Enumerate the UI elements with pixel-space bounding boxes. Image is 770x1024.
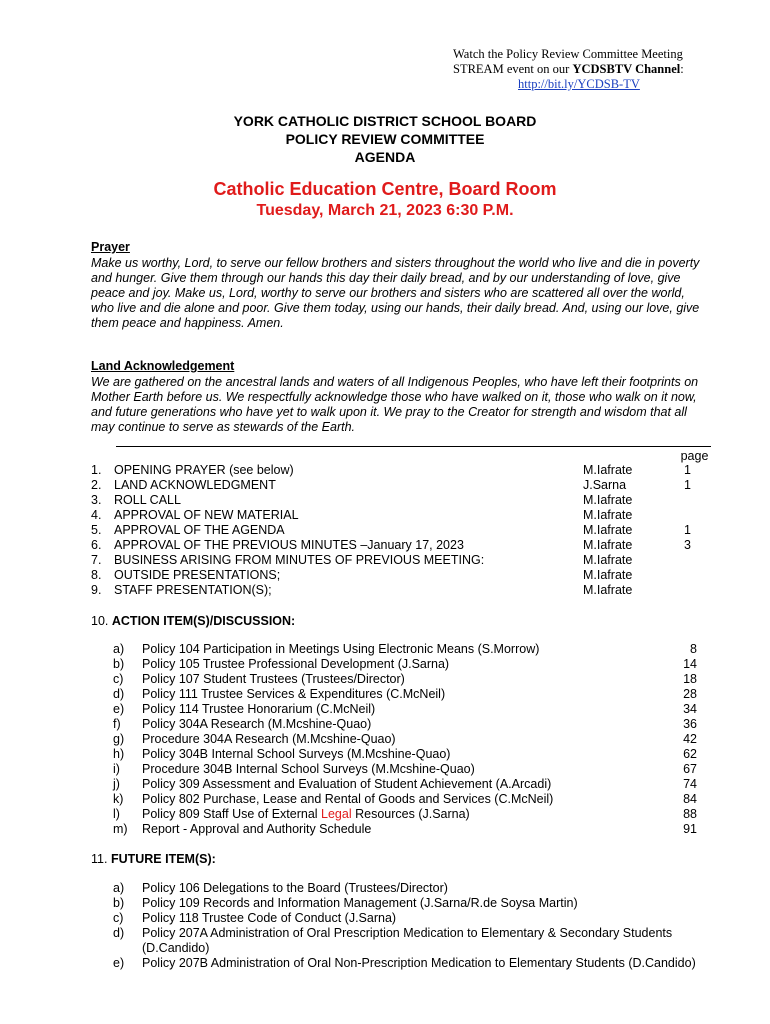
venue-place: Catholic Education Centre, Board Room [213, 179, 557, 199]
land-text: We are gathered on the ancestral lands and waters of all Indigenous Peoples, who have left their footprints on Mother Earth before us. We respectfully acknowledge those who have walked on it, those who walk on it now, and future generations who have yet to walk upon it. We pray to the Creator for strength and wisdom that all may continue to serve as stewards of the Earth. [91, 375, 699, 434]
page-column-header: page [680, 449, 709, 463]
legal-highlight: Legal [321, 807, 352, 821]
land-title: Land Acknowledgement [91, 359, 235, 373]
stream-line-1: Watch the Policy Review Committee Meeting [453, 47, 683, 61]
stream-notice [453, 47, 693, 92]
prayer-title: Prayer [91, 240, 130, 254]
prayer-text: Make us worthy, Lord, to serve our fellow brothers and sisters throughout the world who live and die in poverty and hunger. Give them through our hands this day their daily bread, and by our understanding of love, give peace and joy. Make us, Lord, worthy to serve our brothers and sisters who are scattered all over the world, who live and die alone and poor. Give them today, using our hands, their daily bread. And, using our love, give them peace and happiness. Amen. [91, 256, 700, 330]
agenda-title: AGENDA [354, 149, 416, 165]
agenda-page: Watch the Policy Review Committee Meeting STREAM event on our YCDSBTV Channel: http://bit.ly/YCDSB-TV YORK CATHOLIC DISTRICT SCHOOL BOARD POLICY REVIEW COMMITTEE AGENDA Catholic Education Centre, Board Room Tuesday, March 21, 2023 6:30 P.M. Prayer Make us worthy, Lord, to serve our fellow brothers and sisters throughout the world who live and die in poverty and hunger. Give them through our hands this day their daily bread, and by our understanding of love, give peace and joy. Make us, Lord, worthy to serve our brothers and sisters who are scattered all over the world, who live and die alone and poor. Give them today, using our hands, their daily bread. And, using our love, give them peace and happiness. Amen. Land Acknowledgement We are gathered on the ancestral lands and waters of all Indigenous Peoples, who have left their footprints on Mother Earth before us. We respectfully acknowledge those who have walked on it, those who walk on it now, and future generations who have yet to walk upon it. We pray to the Creator for strength and wisdom that all may continue to serve as stewards of the Earth. page 1. OPENING PRAYER (see below) M.Iafrate 1 2. LAND ACKNOWLEDGMENT J.Sarna 1 3. ROLL CALL M.Iafrate 4. APPROVAL OF NEW MATERIAL M.Iafrate 5. APPROVAL OF THE AGENDA M.Iafrate 1 6. APPROVAL OF THE PREVIOUS MINUTES –January 17, 2023 M.Iafrate 3 7. BUSINESS ARISING FROM MINUTES OF PREVIOUS MEETING: M.Iafrate 8. OUTSIDE PRESENTATIONS; M.Iafrate 9. STAFF PRESENTATION(S); M.Iafrate 10. ACTION ITEM(S)/DISCUSSION: a) Policy 104 Participation in Meetings Using Electronic Means (S.Morrow) 8 b) Policy 105 Trustee Professional Development (J.Sarna) 14 c) Policy 107 Student Trustees (Trustees/Director) 18 d) Policy 111 Trustee Services & Expenditures (C.McNeil) 28 e) Policy 114 Trustee Honorarium (C.McNeil) 34 f) Policy 304A Research (M.Mcshine-Quao) 36 g) Procedure 304A Research (M.Mcshine-Quao) 42 h) Policy 304B Internal School Surveys (M.Mcshine-Quao) 62 i) Procedure 304B Internal School Surveys (M.Mcshine-Quao) 67 j) Policy 309 Assessment and Evaluation of Student Achievement (A.Arcadi) 74 k) Policy 802 Purchase, Lease and Rental of Goods and Services (C.McNeil) 84 l) Policy 809 Staff Use of External Legal Resources (J.Sarna) 88 m) Report - Approval and Authority Schedule 91 11. FUTURE ITEM(S): a) Policy 106 Delegations to the Board (Trustees/Director) b) Policy 109 Records and Information Management (J.Sarna/R.de Soysa Martin) c) Policy 118 Trustee Code of Conduct (J.Sarna) d) Policy 207A Administration of Oral Prescription Medication to Elementary & Secondary Students (D.Candido) e) Policy 207B Administration of Oral Non-Prescription Medication to Elementary Students (D.Candido) [0, 0, 770, 1024]
venue-date: Tuesday, March 21, 2023 6:30 P.M. [256, 202, 514, 219]
stream-link[interactable]: http://bit.ly/YCDSB-TV [518, 77, 640, 91]
future-heading: 11. FUTURE ITEM(S): [91, 852, 216, 866]
stream-line-2: STREAM event on our YCDSBTV Channel: [453, 62, 684, 76]
divider [116, 446, 711, 447]
channel-name: YCDSBTV Channel [572, 62, 681, 76]
board-name: YORK CATHOLIC DISTRICT SCHOOL BOARD [233, 113, 537, 129]
action-heading: 10. ACTION ITEM(S)/DISCUSSION: [91, 614, 296, 628]
committee-name: POLICY REVIEW COMMITTEE [285, 131, 485, 147]
